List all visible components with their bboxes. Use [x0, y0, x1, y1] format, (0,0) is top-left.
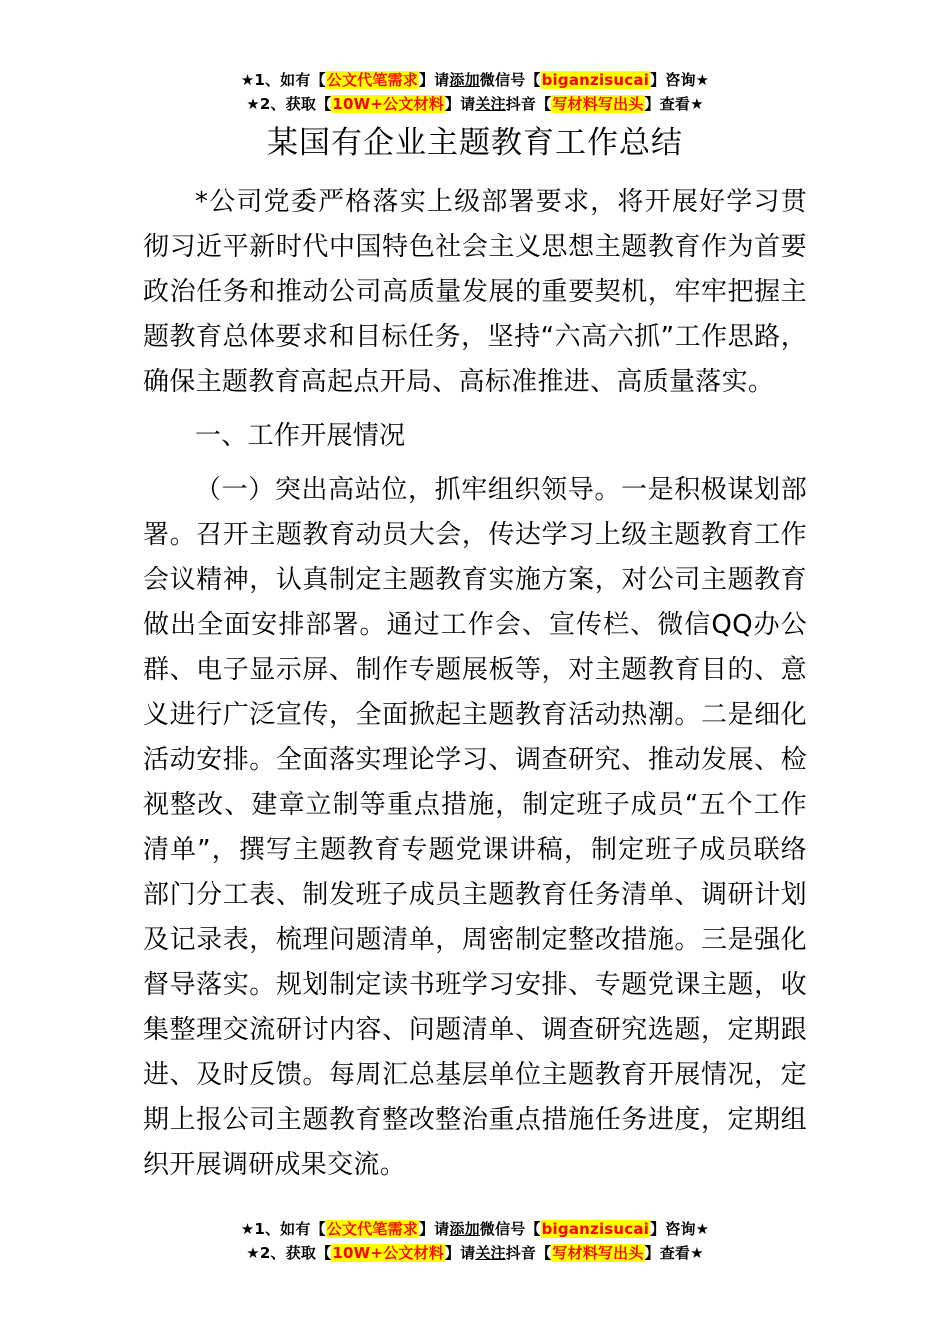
banner-line-1 — [0, 1217, 950, 1241]
banner-text: 】请 — [444, 1244, 476, 1262]
banner-wechat-id: biganzisucai — [541, 1220, 650, 1238]
intro-paragraph: *公司党委严格落实上级部署要求，将开展好学习贯彻习近平新时代中国特色社会主义思想主题教育作为首要政治任务和推动公司高质量发展的重要契机，牢牢把握主题教育总体要求和目标任务，坚持“六高六抓”工作思路，确保主题教育高起点开局、高标准推进、高质量落实。 — [143, 187, 807, 397]
banner-douyin-name: 写材料写出头 — [552, 1244, 644, 1262]
banner-text: 微信号【 — [479, 71, 541, 89]
banner-underlined: 添加 — [449, 71, 480, 89]
banner-highlight: 10W+公文材料 — [332, 1244, 444, 1262]
banner-highlight: 10W+公文材料 — [332, 95, 444, 113]
banner-underlined: 添加 — [449, 1220, 480, 1238]
section-heading: 一、工作开展情况 — [195, 421, 406, 451]
banner-text: 】查看★ — [644, 95, 704, 113]
banner-underlined: 关注 — [475, 1244, 506, 1262]
document-body — [143, 180, 807, 1197]
banner-text: ★1、如有【 — [240, 71, 326, 89]
banner-line-2 — [0, 92, 950, 116]
header-banner — [0, 68, 950, 116]
banner-wechat-id: biganzisucai — [541, 71, 650, 89]
banner-douyin-name: 写材料写出头 — [552, 95, 644, 113]
banner-text: 】咨询★ — [650, 71, 710, 89]
banner-text: 】咨询★ — [650, 1220, 710, 1238]
banner-text: 】请 — [444, 95, 476, 113]
banner-text: 微信号【 — [479, 1220, 541, 1238]
document-title: 某国有企业主题教育工作总结 — [267, 125, 683, 161]
banner-text: ★1、如有【 — [240, 1220, 326, 1238]
banner-highlight: 公文代笔需求 — [326, 71, 418, 89]
banner-text: 抖音【 — [505, 95, 552, 113]
body-paragraph: （一）突出高站位，抓牢组织领导。一是积极谋划部署。召开主题教育动员大会，传达学习上级主题教育工作会议精神，认真制定主题教育实施方案，对公司主题教育做出全面安排部署。通过工作会、宣传栏、微信QQ办公群、电子显示屏、制作专题展板等，对主题教育目的、意义进行广泛宣传，全面掀起主题教育活动热潮。二是细化活动安排。全面落实理论学习、调查研究、推动发展、检视整改、建章立制等重点措施，制定班子成员“五个工作清单”，撰写主题教育专题党课讲稿，制定班子成员联络部门分工表、制发班子成员主题教育任务清单、调研计划及记录表，梳理问题清单，周密制定整改措施。三是强化督导落实。规划制定读书班学习安排、专题党课主题，收集整理交流研讨内容、问题清单、调查研究选题，定期跟进、及时反馈。每周汇总基层单位主题教育开展情况，定期上报公司主题教育整改整治重点措施任务进度，定期组织开展调研成果交流。 — [143, 475, 807, 1180]
banner-text: 】查看★ — [644, 1244, 704, 1262]
banner-text: ★2、获取【 — [246, 1244, 332, 1262]
banner-line-2 — [0, 1241, 950, 1265]
banner-highlight: 公文代笔需求 — [326, 1220, 418, 1238]
banner-underlined: 关注 — [475, 95, 506, 113]
footer-banner — [0, 1217, 950, 1265]
banner-text: ★2、获取【 — [246, 95, 332, 113]
banner-text: 】请 — [418, 1220, 450, 1238]
banner-text: 抖音【 — [505, 1244, 552, 1262]
banner-line-1 — [0, 68, 950, 92]
banner-text: 】请 — [418, 71, 450, 89]
